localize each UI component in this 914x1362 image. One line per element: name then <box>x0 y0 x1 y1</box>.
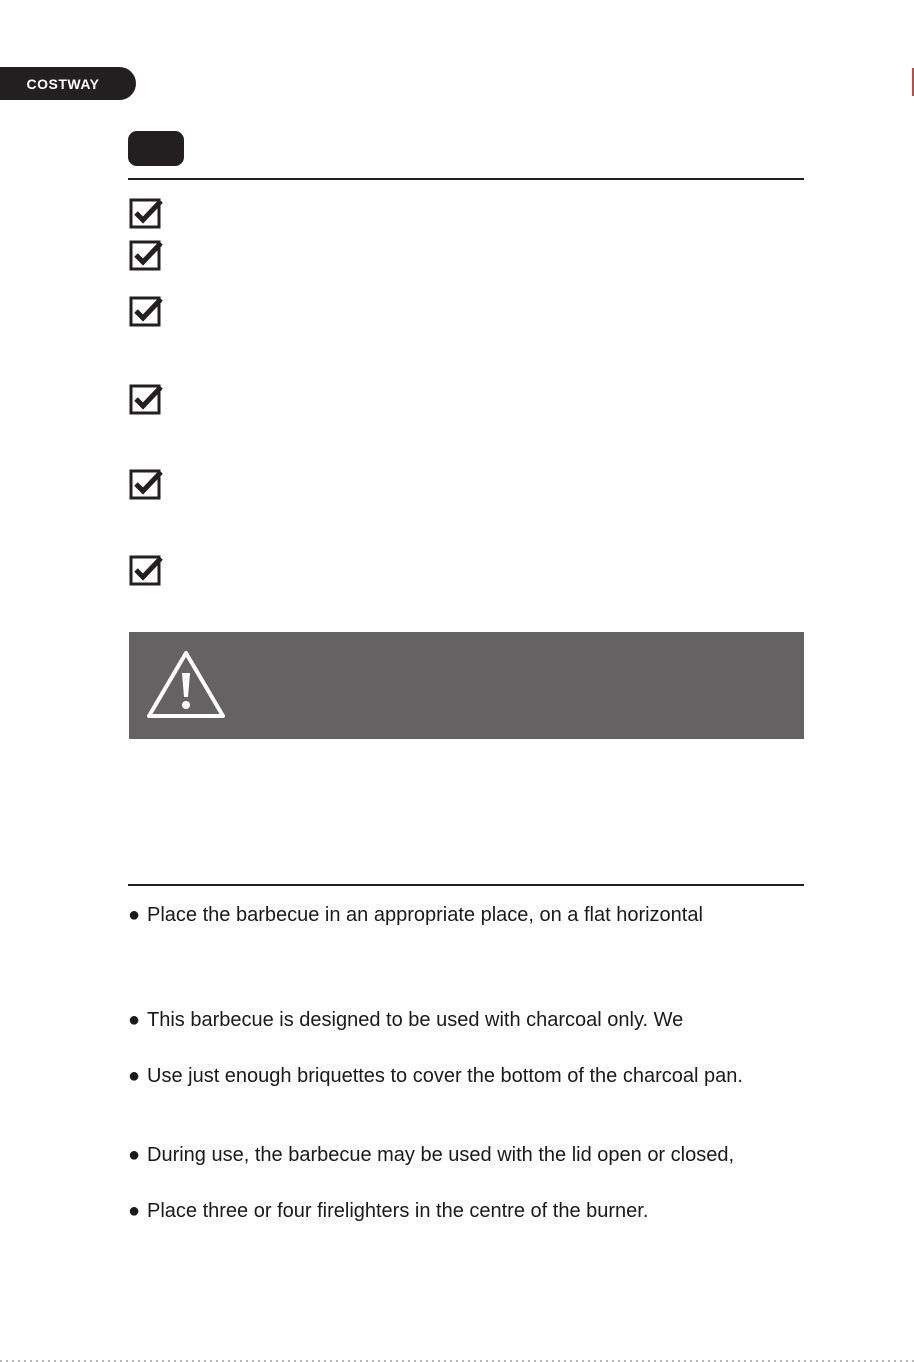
warning-banner <box>129 632 804 739</box>
list-item: ● Place three or four firelighters in the centre of the burner. <box>128 1200 649 1222</box>
list-item: ● This barbecue is designed to be used with charcoal only. We <box>128 1009 684 1031</box>
list-item: ● Place the barbecue in an appropriate place, on a flat horizontal <box>128 904 703 926</box>
list-item-text: Place three or four firelighters in the centre of the burner. <box>147 1200 649 1222</box>
checkbox-checked-icon <box>129 197 163 229</box>
list-item-text: During use, the barbecue may be used with the lid open or closed, <box>147 1144 735 1166</box>
list-item: ● Use just enough briquettes to cover the bottom of the charcoal pan. <box>128 1065 743 1087</box>
checkbox-checked-icon <box>129 383 163 415</box>
section-divider-bottom <box>128 884 804 886</box>
warning-triangle-icon <box>146 649 226 721</box>
list-item: ● During use, the barbecue may be used with the lid open or closed, <box>128 1144 735 1166</box>
list-item-text: Place the barbecue in an appropriate place, on a flat horizontal <box>147 904 703 926</box>
checkbox-checked-icon <box>129 295 163 327</box>
list-item-text: Use just enough briquettes to cover the bottom of the charcoal pan. <box>147 1065 743 1087</box>
section-divider-top <box>128 178 804 180</box>
list-item-text: This barbecue is designed to be used with charcoal only. We <box>147 1009 684 1031</box>
checkbox-checked-icon <box>129 554 163 586</box>
brand-logo-tab <box>0 67 136 100</box>
section-chip <box>128 131 184 166</box>
checkbox-checked-icon <box>129 468 163 500</box>
checkbox-checked-icon <box>129 239 163 271</box>
brand-name: COSTWAY <box>26 75 100 92</box>
